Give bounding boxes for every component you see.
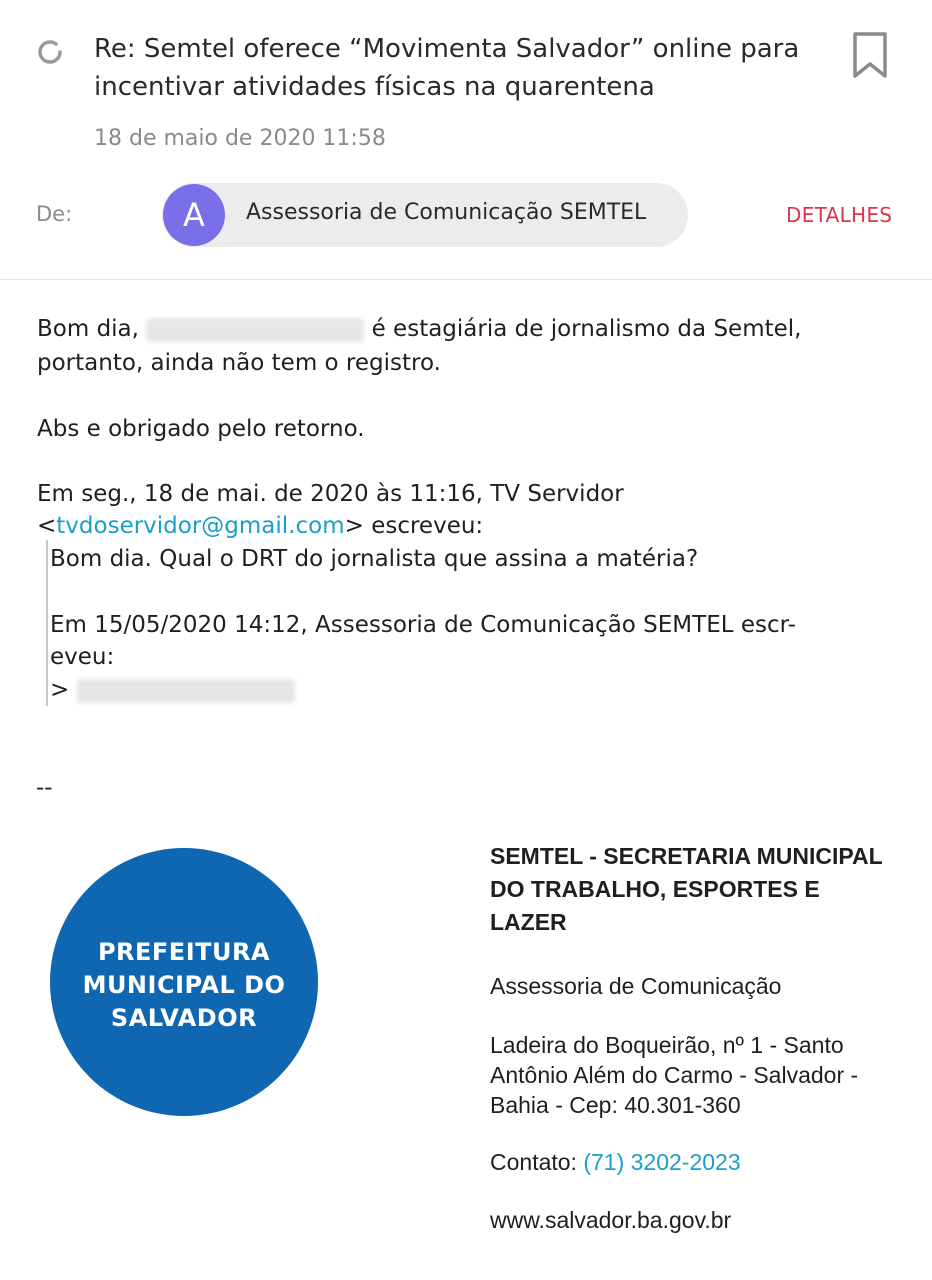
reply-header-email-line bbox=[37, 510, 483, 542]
reply-lt: < bbox=[37, 513, 57, 539]
reply-header: Em seg., 18 de mai. de 2020 às 11:16, TV Servidor bbox=[37, 481, 624, 507]
org-line: DO TRABALHO, ESPORTES E bbox=[490, 876, 820, 902]
contact-label: Contato: bbox=[490, 1149, 577, 1175]
signature-separator: -- bbox=[36, 775, 53, 801]
quote-bar bbox=[46, 540, 48, 706]
bookmark-icon[interactable] bbox=[850, 30, 890, 80]
logo-line: MUNICIPAL DO bbox=[82, 971, 286, 999]
logo-line: SALVADOR bbox=[110, 1004, 258, 1032]
avatar[interactable]: A bbox=[163, 184, 225, 246]
refresh-icon[interactable] bbox=[34, 36, 66, 68]
signature-website[interactable]: www.salvador.ba.gov.br bbox=[490, 1207, 732, 1233]
logo-line: PREFEITURA bbox=[97, 938, 271, 966]
signature-department: Assessoria de Comunicação bbox=[490, 973, 782, 999]
email-date: 18 de maio de 2020 11:58 bbox=[94, 126, 386, 151]
from-label: De: bbox=[36, 202, 73, 226]
greeting-prefix: Bom dia, bbox=[37, 316, 139, 342]
redacted-quoted-name bbox=[77, 679, 295, 703]
address-line: Ladeira do Boqueirão, nº 1 - Santo bbox=[490, 1032, 844, 1058]
org-line: SEMTEL - SECRETARIA MUNICIPAL bbox=[490, 843, 883, 869]
logo-text bbox=[50, 936, 318, 1035]
details-button[interactable]: DETALHES bbox=[786, 203, 893, 227]
signature-org bbox=[490, 840, 910, 939]
quoted-header-line-1: Em 15/05/2020 14:12, Assessoria de Comunicação SEMTEL escr- bbox=[50, 612, 796, 638]
email-link[interactable]: tvdoservidor@gmail.com bbox=[56, 513, 345, 539]
quoted-question: Bom dia. Qual o DRT do jornalista que assina a matéria? bbox=[50, 546, 699, 572]
sender-name[interactable]: Assessoria de Comunicação SEMTEL bbox=[246, 200, 647, 225]
quoted-header-line-2: eveu: bbox=[50, 644, 115, 670]
signature-contact bbox=[490, 1147, 741, 1177]
email-subject: Re: Semtel oferece “Movimenta Salvador” online para incentivar atividades físicas na quarentena bbox=[94, 34, 800, 102]
greeting-line-2: portanto, ainda não tem o registro. bbox=[37, 350, 441, 376]
greeting-line bbox=[37, 313, 801, 345]
thanks-line: Abs e obrigado pelo retorno. bbox=[37, 416, 365, 442]
quoted-name-line bbox=[50, 674, 295, 706]
address-line: Bahia - Cep: 40.301-360 bbox=[490, 1092, 741, 1118]
org-line: LAZER bbox=[490, 909, 567, 935]
phone-link[interactable]: (71) 3202-2023 bbox=[583, 1149, 741, 1175]
signature-address bbox=[490, 1030, 858, 1120]
quoted-gt: > bbox=[50, 677, 70, 703]
greeting-suffix: é estagiária de jornalismo da Semtel, bbox=[371, 316, 802, 342]
redacted-name bbox=[146, 318, 364, 342]
header-divider bbox=[0, 279, 932, 280]
reply-header-end: > escreveu: bbox=[344, 513, 484, 539]
address-line: Antônio Além do Carmo - Salvador - bbox=[490, 1062, 859, 1088]
